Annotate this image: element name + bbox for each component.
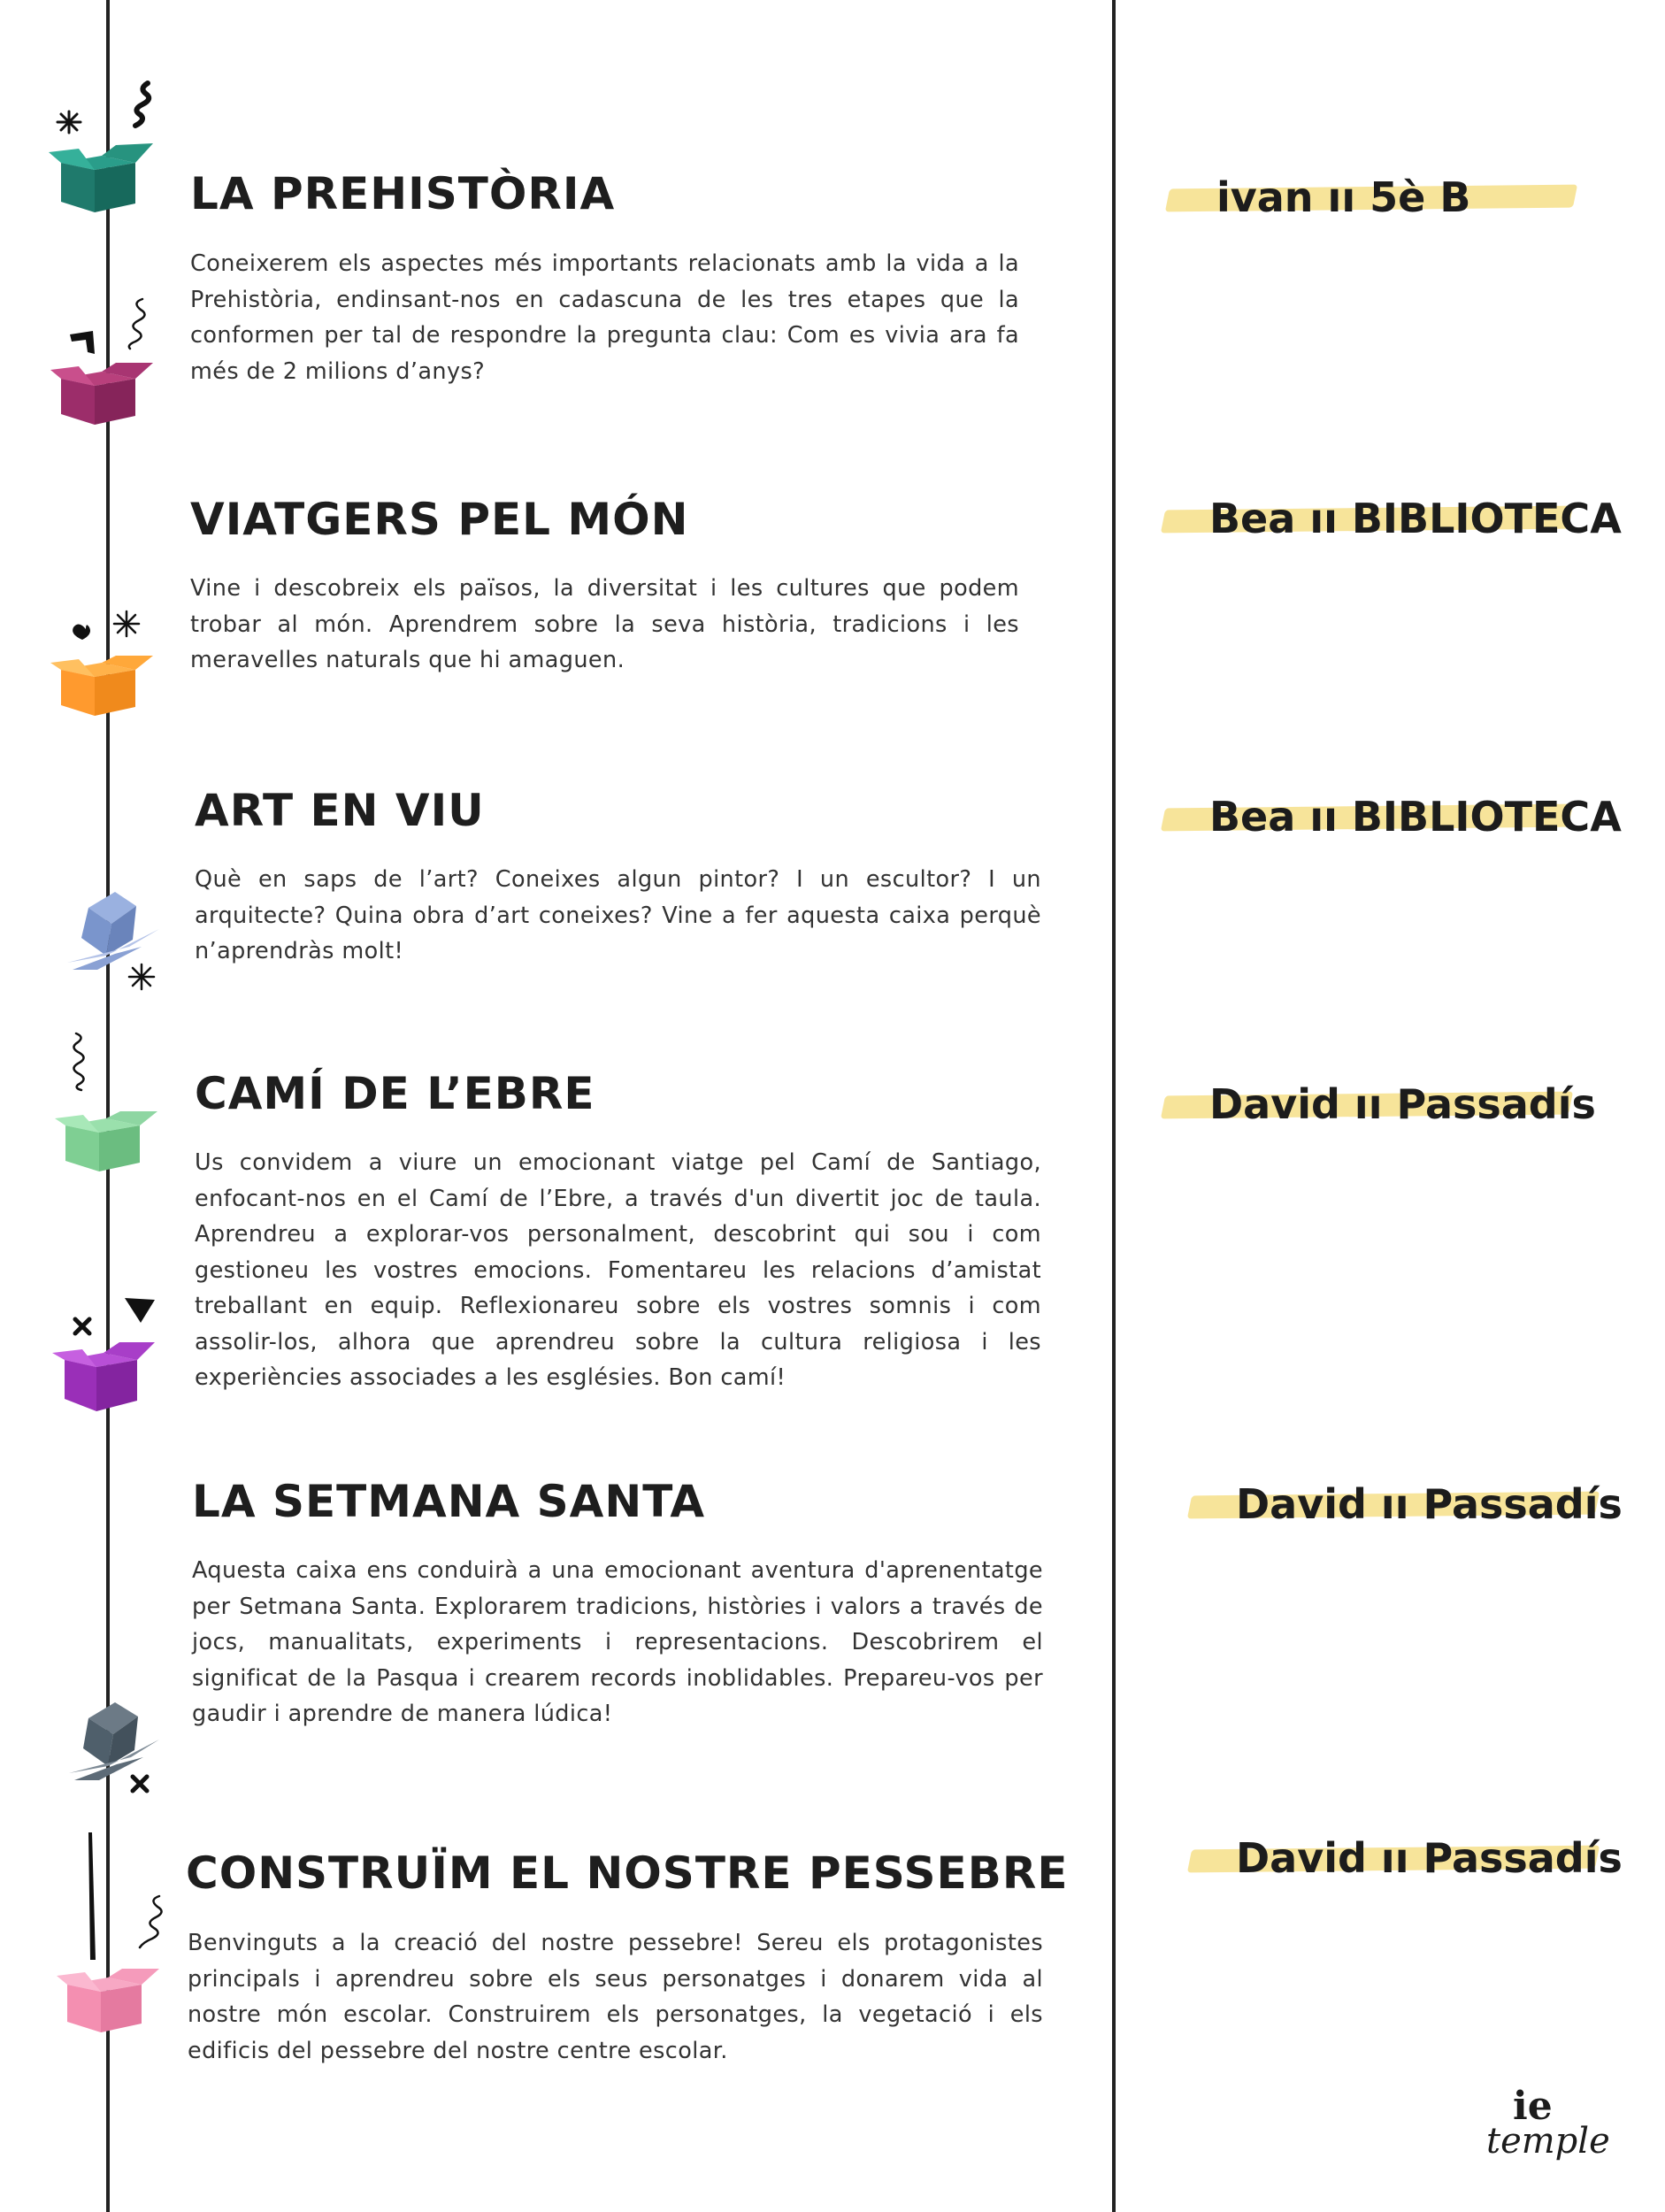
section-title: LA PREHISTÒRIA	[190, 168, 616, 219]
section-description: Vine i descobreix els països, la diversitat i les cultures que podem trobar al món. Aprendrem sobre la seva història, tradicions i les meravelles naturals que hi amaguen.	[190, 575, 1019, 673]
logo-temple: temple	[1486, 2121, 1610, 2162]
responsible-tag	[1190, 1832, 1623, 1885]
column-divider	[1112, 0, 1116, 2212]
section-title: ART EN VIU	[195, 785, 485, 836]
responsible-tag	[1163, 492, 1622, 545]
blue-box-icon	[62, 885, 168, 1000]
section-title: CONSTRUÏM EL NOSTRE PESSEBRE	[186, 1847, 1069, 1899]
logo-ie: ie	[1513, 2084, 1553, 2129]
teal-box-icon	[49, 71, 164, 230]
tag-label: Bea ıı BIBLIOTECA	[1209, 495, 1622, 542]
pink-box-icon	[55, 1827, 170, 2039]
tag-label: ivan ıı 5è B	[1216, 173, 1471, 221]
responsible-tag	[1190, 1478, 1623, 1531]
section-description: Us convidem a viure un emocionant viatge pel Camí de Santiago, enfocant-nos en el Camí de l’Ebre, a través d'un divertit joc de taula. Aprendreu a explorar-vos personalment, descobrint qui sou i com gestioneu les vostres emocions. Fomentareu les relacions d’amistat treballant en equip. Reflexionareu sobre els vostres somnis i com assolir-los, alhora que aprendreu sobre la cultura religiosa i les experiències associades a les esglésies. Bon camí!	[195, 1149, 1041, 1391]
responsible-tag	[1163, 1078, 1596, 1131]
orange-box-icon	[49, 606, 164, 721]
ie-temple-logo	[1486, 2084, 1610, 2181]
section-description: Què en saps de l’art? Coneixes algun pintor? I un escultor? I un arquitecte? Quina obra d’art coneixes? Vine a fer aquesta caixa perquè n’aprendràs molt!	[195, 866, 1041, 964]
tag-label: David ıı Passadís	[1236, 1834, 1623, 1882]
purple-box-icon	[49, 1287, 164, 1420]
section-description: Benvinguts a la creació del nostre pessebre! Sereu els protagonistes principals i aprendreu sobre els seus personatges i donarem vida al nostre món escolar. Construirem els personatges, la vegetació i els edificis del pessebre del nostre centre escolar.	[188, 1930, 1043, 2064]
tag-label: David ıı Passadís	[1209, 1080, 1596, 1128]
section-title: VIATGERS PEL MÓN	[190, 494, 689, 545]
tag-label: David ıı Passadís	[1236, 1480, 1623, 1528]
section-title: CAMÍ DE L’EBRE	[195, 1068, 595, 1119]
green-box-icon	[53, 1026, 168, 1177]
tag-label: Bea ıı BIBLIOTECA	[1209, 793, 1622, 841]
magenta-box-icon	[49, 292, 164, 434]
responsible-tag	[1168, 171, 1575, 224]
section-description: Coneixerem els aspectes més importants relacionats amb la vida a la Prehistòria, endinsant-nos en cadascuna de les tres etapes que la conformen per tal de respondre la pregunta clau: Com es vivia ara fa més de 2 milions d’anys?	[190, 250, 1019, 385]
section-title: LA SETMANA SANTA	[192, 1476, 706, 1527]
section-description: Aquesta caixa ens conduirà a una emocionant aventura d'aprenentatge per Setmana Santa. Explorarem tradicions, històries i valors a través de jocs, manualitats, experiments i representacions. Descobrirem el significat de la Pasqua i crearem records inoblidables. Prepareu-vos per gaudir i aprendre de manera lúdica!	[192, 1557, 1043, 1727]
responsible-tag	[1163, 790, 1622, 843]
slate-box-icon	[62, 1699, 168, 1805]
